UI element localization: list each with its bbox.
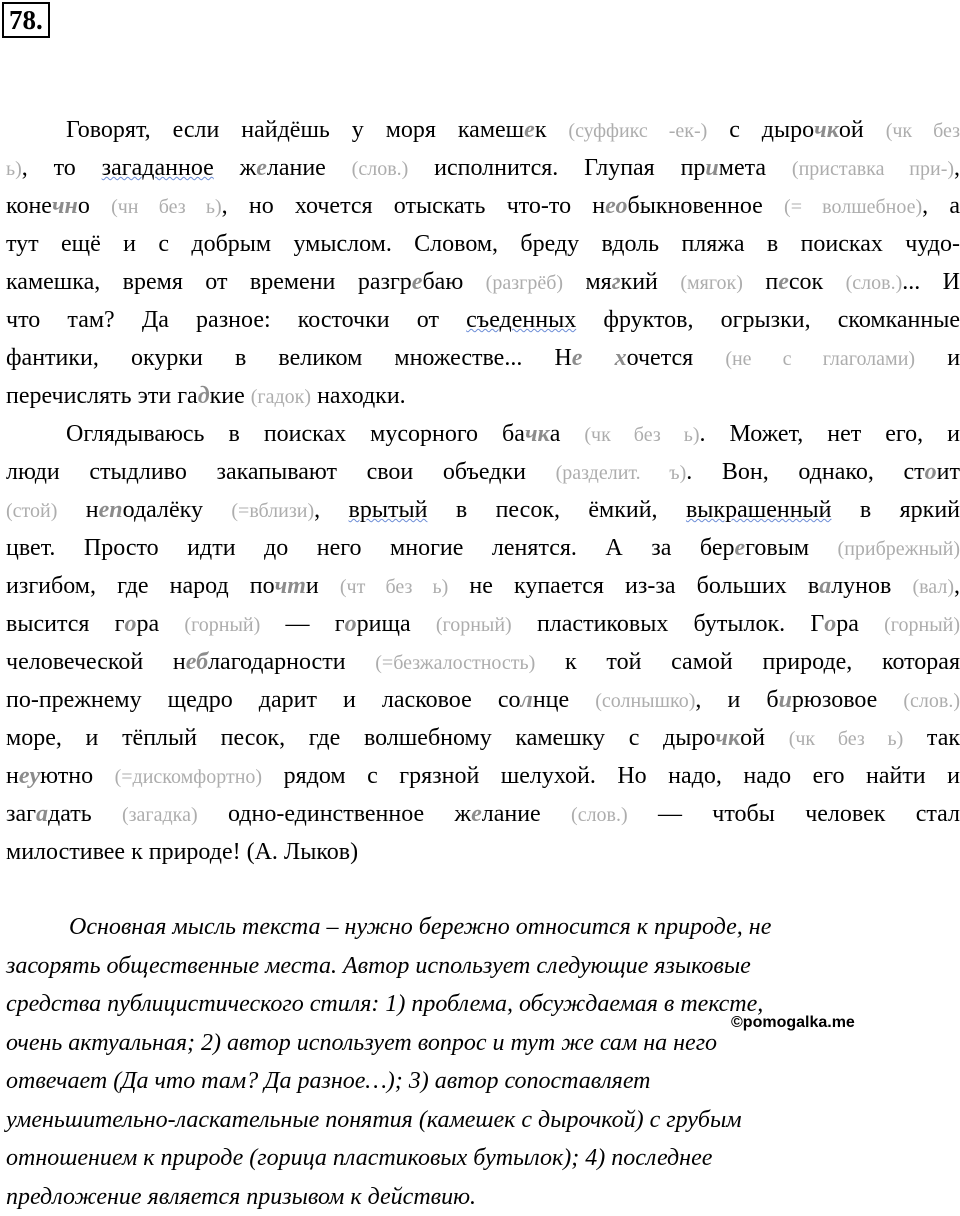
answer-line: Основная мысль текста – нужно бережно относится к природе, не — [6, 908, 960, 947]
orthogram: еу — [19, 763, 40, 789]
orthogram: е — [412, 269, 423, 295]
hint: (= волшебное) — [784, 196, 922, 218]
underlined-word: врытый — [349, 497, 428, 523]
orthogram: и — [705, 155, 718, 181]
orthogram: а — [819, 573, 831, 599]
orthogram: еб — [186, 649, 208, 675]
answer-line: средства публицистического стиля: 1) проблема, обсуждаемая в тексте, — [6, 985, 960, 1024]
hint: (горный) — [884, 614, 960, 636]
text-line: неуютно (=дискомфортно) рядом с грязной шелухой. Но надо, надо его найти и — [6, 757, 960, 795]
answer-text — [6, 908, 960, 1216]
text-line: человеческой неблагодарности (=безжалостность) к той самой природе, которая — [6, 643, 960, 681]
answer-line: предложение является призывом к действию. — [6, 1178, 960, 1216]
orthogram: л — [520, 687, 532, 713]
exercise-number: 78. — [2, 2, 50, 38]
orthogram: и — [779, 687, 792, 713]
orthogram: чн — [52, 193, 78, 219]
orthogram: чт — [275, 573, 306, 599]
text-line: море, и тёплый песок, где волшебному камешку с дырочкой (чк без ь) так — [6, 719, 960, 757]
hint: (приставка при-) — [792, 158, 954, 180]
hint: (слов.) — [571, 804, 628, 826]
hint: (суффикс -ек-) — [568, 120, 707, 142]
hint: (гадок) — [251, 386, 311, 408]
text-line: ь), то загаданное желание (слов.) исполнится. Глупая примета (приставка при-), — [6, 149, 960, 187]
text-line: изгибом, где народ почти (чт без ь) не купается из-за больших валунов (вал), — [6, 567, 960, 605]
hint: (чк без ь) — [789, 728, 904, 750]
answer-line: уменьшительно-ласкательные понятия (камешек с дырочкой) с грубым — [6, 1101, 960, 1140]
underlined-word: загаданное — [102, 155, 214, 181]
hint: (мягок) — [680, 272, 743, 294]
orthogram: е — [778, 269, 789, 295]
orthogram: е — [256, 155, 267, 181]
text-line: высится гора (горный) — горища (горный) пластиковых бутылок. Гора (горный) — [6, 605, 960, 643]
text-line: люди стыдливо закапывают свои объедки (разделит. ъ). Вон, однако, стоит — [6, 453, 960, 491]
hint: (прибрежный) — [838, 538, 960, 560]
text-line: конечно (чн без ь), но хочется отыскать что-то необыкновенное (= волшебное), а — [6, 187, 960, 225]
text-line: Говорят, если найдёшь у моря камешек (суффикс -ек-) с дырочкой (чк без — [6, 111, 960, 149]
hint: (солнышко) — [595, 690, 695, 712]
orthogram: е — [734, 535, 745, 561]
orthogram: е — [524, 117, 535, 143]
text-line: что там? Да разное: косточки от съеденных фруктов, огрызки, скомканные — [6, 301, 960, 339]
hint: (слов.) — [903, 690, 960, 712]
underlined-word: выкрашенный — [686, 497, 832, 523]
hint: (чт без ь) — [340, 576, 448, 598]
orthogram: чк — [715, 725, 740, 751]
hint: (чн без ь) — [111, 196, 222, 218]
text-line: загадать (загадка) одно-единственное желание (слов.) — чтобы человек стал — [6, 795, 960, 833]
orthogram: еп — [99, 497, 123, 523]
hint: (стой) — [6, 500, 57, 522]
answer-line: отвечает (Да что там? Да разное…); 3) автор сопоставляет — [6, 1062, 960, 1101]
watermark: ©pomogalka.me — [731, 1014, 855, 1032]
answer-line: очень актуальная; 2) автор использует вопрос и тут же сам на него — [6, 1024, 960, 1063]
orthogram: е х — [572, 345, 627, 371]
text-line: по-прежнему щедро дарит и ласковое солнце (солнышко), и бирюзовое (слов.) — [6, 681, 960, 719]
answer-line: засорять общественные места. Автор использует следующие языковые — [6, 947, 960, 986]
hint: (чк без — [886, 120, 960, 142]
orthogram: о — [125, 611, 137, 637]
hint: (слов.) — [846, 272, 903, 294]
text-line: цвет. Просто идти до него многие ленятся. А за береговым (прибрежный) — [6, 529, 960, 567]
hint: (загадка) — [122, 804, 198, 826]
hint: (разделит. ъ) — [556, 462, 687, 484]
orthogram: чк — [525, 421, 550, 447]
hint: (разгрёб) — [486, 272, 563, 294]
hint: (чк без ь) — [584, 424, 699, 446]
text-line: тут ещё и с добрым умыслом. Словом, бреду вдоль пляжа в поисках чудо- — [6, 225, 960, 263]
orthogram: е — [471, 801, 482, 827]
text-line: милостивее к природе! (А. Лыков) — [6, 833, 960, 871]
hint: (=дискомфортно) — [115, 766, 262, 788]
orthogram: а — [36, 801, 48, 827]
hint: (=вблизи) — [231, 500, 314, 522]
orthogram: г — [612, 269, 621, 295]
orthogram: чк — [814, 117, 839, 143]
hint: (вал) — [912, 576, 954, 598]
text-line: Оглядываюсь в поисках мусорного бачка (чк без ь). Может, нет его, и — [6, 415, 960, 453]
exercise-text — [6, 111, 960, 871]
orthogram: ео — [605, 193, 627, 219]
hint: (горный) — [184, 614, 260, 636]
hint: (слов.) — [352, 158, 409, 180]
answer-line: отношением к природе (горица пластиковых бутылок); 4) последнее — [6, 1139, 960, 1178]
orthogram: о — [345, 611, 357, 637]
text-line: (стой) неподалёку (=вблизи), врытый в песок, ёмкий, выкрашенный в яркий — [6, 491, 960, 529]
hint: (горный) — [436, 614, 512, 636]
hint: (=безжалостность) — [375, 652, 535, 674]
text-line: перечислять эти гадкие (гадок) находки. — [6, 377, 960, 415]
hint: ь) — [6, 158, 22, 180]
text-line: фантики, окурки в великом множестве... Не хочется (не с глаголами) и — [6, 339, 960, 377]
text-line: камешка, время от времени разгребаю (разгрёб) мягкий (мягок) песок (слов.)... И — [6, 263, 960, 301]
hint: (не с глаголами) — [725, 348, 915, 370]
orthogram: д — [198, 383, 210, 409]
underlined-word: съеденных — [466, 307, 576, 333]
orthogram: о — [925, 459, 937, 485]
orthogram: о — [824, 611, 836, 637]
